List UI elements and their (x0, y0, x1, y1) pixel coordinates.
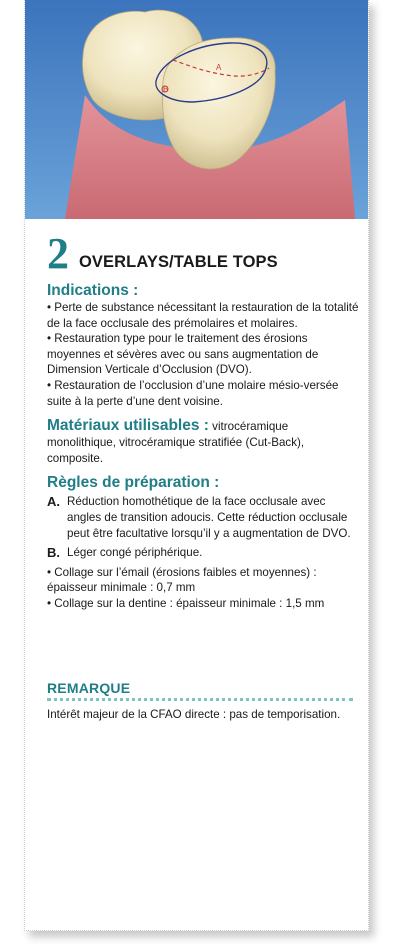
content (47, 229, 359, 612)
card (24, 0, 369, 931)
materials-title: Matériaux utilisables : (47, 417, 209, 435)
indication-item: • Restauration de l’occlusion d’une molaire mésio-versée suite à la perte d’une dent voisine. (47, 378, 339, 408)
label-a: A (216, 63, 222, 72)
section-number: 2 (47, 229, 69, 278)
molar-illustration (25, 0, 368, 219)
rule-letter: A. (47, 494, 60, 510)
materials-paragraph (47, 417, 359, 466)
rule-a (47, 494, 359, 541)
rule-text: Réduction homothétique de la face occlusale avec angles de transition adoucis. Cette réduction occlusale peut être facultative lorsqu’il y a augmentation de DVO. (67, 495, 351, 540)
section-header (47, 229, 359, 278)
remarque-title: REMARQUE (47, 680, 131, 696)
dotted-divider (47, 698, 353, 701)
indication-item: • Perte de substance nécessitant la restauration de la totalité de la face occlusale des prémolaires et molaires. (47, 301, 359, 330)
section-title: OVERLAYS/TABLE TOPS (79, 253, 278, 271)
materials-text: vitrocéramique monolithique, vitrocéramique stratifiée (Cut-Back), composite. (47, 420, 305, 465)
rule-b (47, 545, 359, 561)
preparation-title: Règles de préparation : (47, 474, 220, 492)
bonding-item: • Collage sur l’émail (érosions faibles et moyennes) : épaisseur minimale : 0,7 mm (47, 565, 317, 595)
remarque-box (47, 680, 353, 723)
rule-letter: B. (47, 545, 60, 561)
rule-text: Léger congé périphérique. (67, 546, 203, 560)
label-b: B (163, 85, 169, 94)
bonding-item: • Collage sur la dentine : épaisseur minimale : 1,5 mm (47, 596, 325, 610)
hero-illustration (25, 0, 368, 219)
remarque-text: Intérêt majeur de la CFAO directe : pas de temporisation. (47, 708, 341, 721)
indications-title: Indications : (47, 282, 139, 299)
indication-item: • Restauration type pour le traitement des érosions moyennes et sévères avec ou sans augmentation de Dimension Verticale d’Occlusion (DVO). (47, 332, 319, 377)
